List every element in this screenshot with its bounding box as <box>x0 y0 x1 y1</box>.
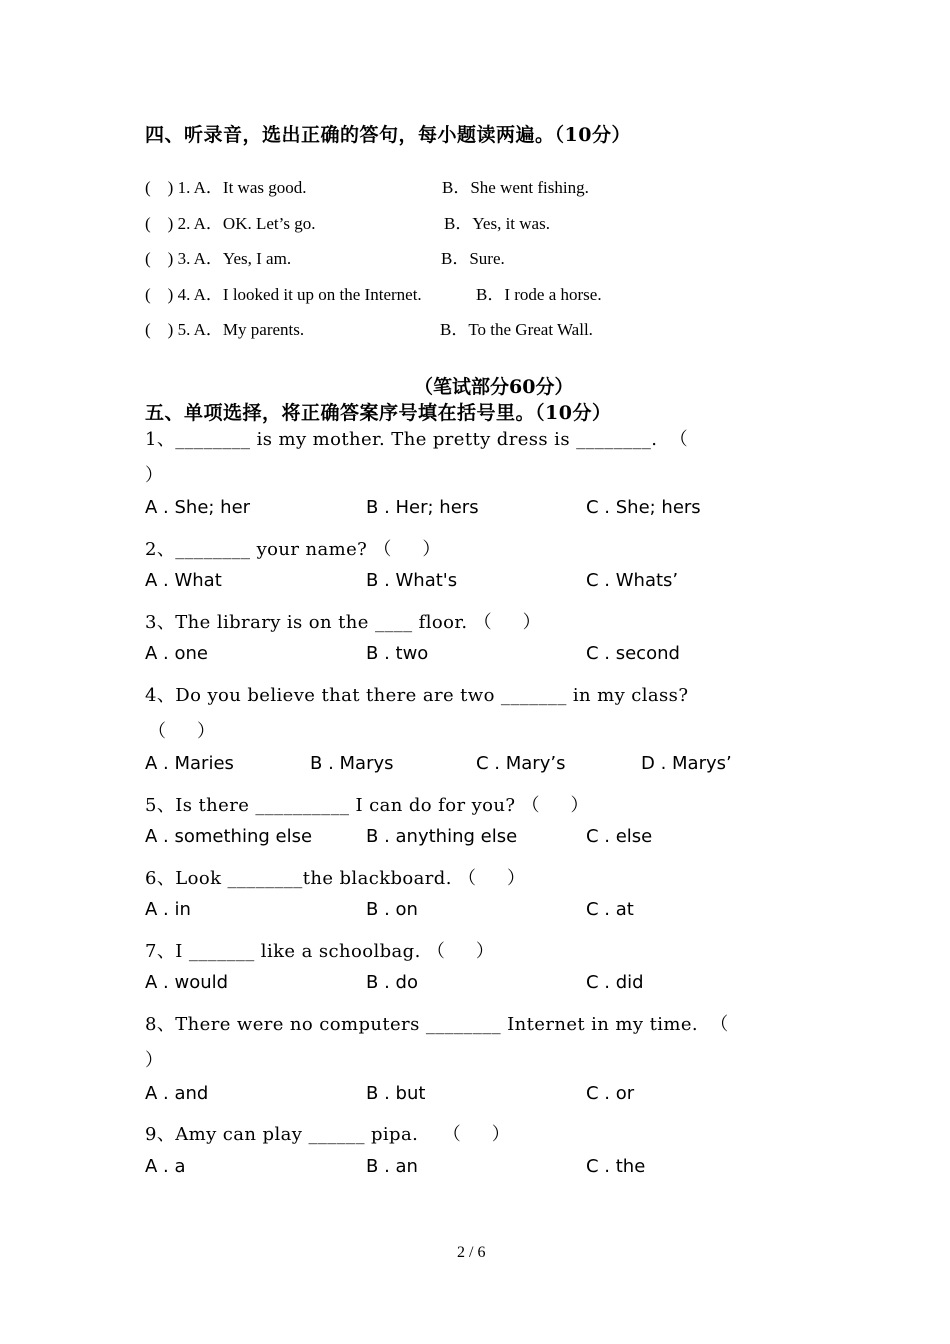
q8-option-c: C . or <box>586 1083 635 1104</box>
q4-option-a: A . Maries <box>145 753 234 774</box>
page-number: 2 / 6 <box>457 1244 486 1261</box>
q6-option-a: A . in <box>145 899 191 920</box>
q7-option-c: C . did <box>586 972 644 993</box>
q9-option-a: A . a <box>145 1156 186 1177</box>
q6-option-c: C . at <box>586 899 634 920</box>
question-2: 2、________ your name? （ ） <box>145 539 441 560</box>
q7-option-b: B . do <box>366 972 418 993</box>
question-6: 6、Look ________the blackboard. （ ） <box>145 868 526 889</box>
q3-option-b: B . two <box>366 643 429 664</box>
question-5: 5、Is there __________ I can do for you? （ ） <box>145 795 589 816</box>
listening-item-4-a: ( ) 4. A．I looked it up on the Internet. <box>145 285 422 304</box>
q2-option-a: A . What <box>145 570 222 591</box>
question-3: 3、The library is on the ____ floor. （ ） <box>145 612 542 633</box>
q8-option-a: A . and <box>145 1083 209 1104</box>
question-4-paren: （ ） <box>148 721 216 742</box>
section4-heading: 四、听录音，选出正确的答句，每小题读两遍。（10分） <box>145 124 631 146</box>
listening-item-3-b: B．Sure. <box>441 249 505 268</box>
q5-option-a: A . something else <box>145 826 313 847</box>
q3-option-a: A . one <box>145 643 208 664</box>
listening-item-5-a: ( ) 5. A．My parents. <box>145 320 305 339</box>
question-9: 9、Amy can play ______ pipa. （ ） <box>145 1124 511 1145</box>
question-8-paren: ） <box>145 1050 164 1071</box>
q3-option-c: C . second <box>586 643 680 664</box>
q6-option-b: B . on <box>366 899 418 920</box>
question-7: 7、I _______ like a schoolbag. （ ） <box>145 941 495 962</box>
q2-option-c: C . Whats’ <box>586 570 679 591</box>
q4-option-b: B . Marys <box>310 753 394 774</box>
listening-item-3-a: ( ) 3. A．Yes, I am. <box>145 249 292 268</box>
listening-item-2-b: B．Yes, it was. <box>444 214 550 233</box>
section5-heading: 五、单项选择，将正确答案序号填在括号里。（10分） <box>145 402 612 424</box>
q1-option-c: C . She; hers <box>586 497 701 518</box>
q9-option-c: C . the <box>586 1156 646 1177</box>
listening-item-4-b: B．I rode a horse. <box>476 285 602 304</box>
q4-option-c: C . Mary’s <box>476 753 566 774</box>
listening-item-2-a: ( ) 2. A．OK. Let’s go. <box>145 214 316 233</box>
question-1-paren: ） <box>145 465 164 486</box>
listening-item-5-b: B．To the Great Wall. <box>440 320 593 339</box>
q4-option-d: D . Marys’ <box>641 753 732 774</box>
question-4: 4、Do you believe that there are two _______ in my class? <box>145 685 689 706</box>
written-part-title: （笔试部分60分） <box>414 376 574 398</box>
question-8: 8、There were no computers ________ Internet in my time. （ <box>145 1014 729 1035</box>
q1-option-a: A . She; her <box>145 497 251 518</box>
q5-option-b: B . anything else <box>366 826 518 847</box>
question-1: 1、________ is my mother. The pretty dress is ________. （ <box>145 429 689 450</box>
listening-item-1-a: ( ) 1. A．It was good. <box>145 178 307 197</box>
q7-option-a: A . would <box>145 972 229 993</box>
q8-option-b: B . but <box>366 1083 426 1104</box>
q2-option-b: B . What's <box>366 570 458 591</box>
q1-option-b: B . Her; hers <box>366 497 479 518</box>
listening-item-1-b: B．She went fishing. <box>442 178 589 197</box>
q5-option-c: C . else <box>586 826 653 847</box>
q9-option-b: B . an <box>366 1156 418 1177</box>
